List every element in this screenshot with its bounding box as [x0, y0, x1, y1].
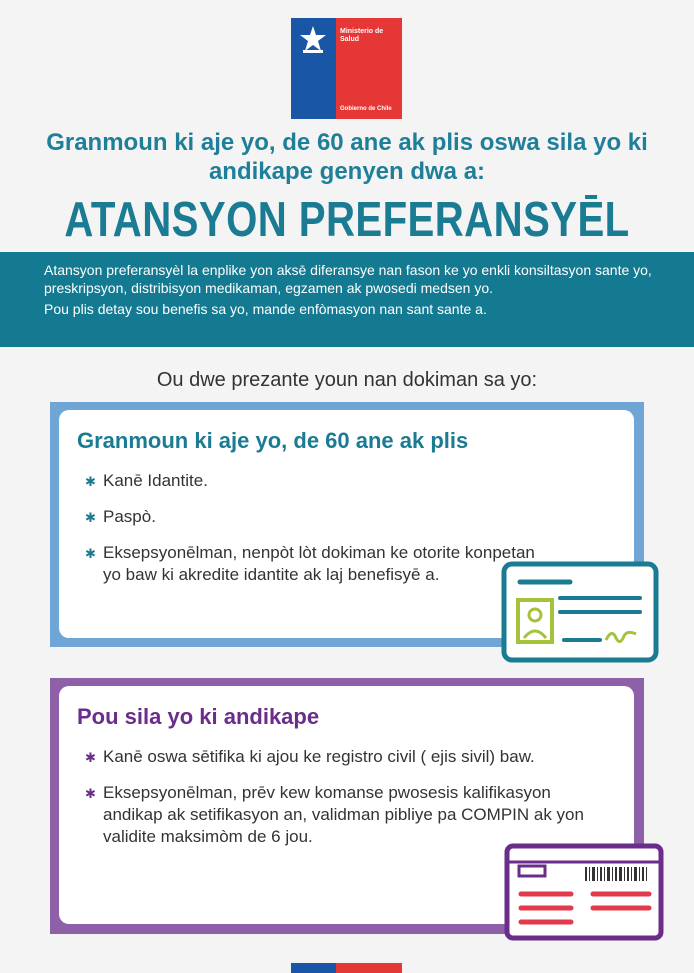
ministry-name: Ministerio de Salud [340, 28, 384, 43]
ministry-logo [291, 18, 402, 119]
band-paragraph-2: Pou plis detay sou benefis sa yo, mande enfòmasyon nan sant sante a. [44, 301, 487, 317]
footer-flag-bar [291, 963, 402, 973]
headline: Granmoun ki aje yo, de 60 ane ak plis oswa sila yo ki andikape genyen dwa a: [46, 129, 648, 185]
star-bullet-icon: ✱ [85, 474, 96, 489]
disability-card-title: Pou sila yo ki andikape [77, 704, 320, 729]
list-item: ✱ Kanē oswa sētifika ki ajou ke registro civil ( ejis sivil) baw. [85, 746, 585, 768]
star-bullet-icon: ✱ [85, 546, 96, 561]
barcode-card-icon [503, 842, 665, 942]
list-item: ✱ Eksepsyonēlman, prēv kew komanse pwosesis kalifikasyon andikap ak setifikasyon an, validman pibliye pa COMPIN ak yon validite maksimòm de 6 jou. [85, 783, 584, 846]
gobierno-label: Gobierno de Chile [340, 106, 392, 112]
list-item: ✱ Kanē Idantite. [85, 470, 555, 492]
page-title: ATANSYON PREFERANSYĒL [64, 193, 630, 247]
chile-star-emblem-icon [295, 24, 331, 56]
info-band [0, 252, 694, 347]
id-card-icon [500, 560, 660, 664]
band-paragraph-1: Atansyon preferansyèl la enplike yon aksē diferansye nan fason ke yo enkli konsiltasyon sante yo, preskripsyon, distribisyon medikaman, egzamen ak pwosedi medsen yo. [44, 262, 652, 296]
star-bullet-icon: ✱ [85, 750, 96, 765]
elderly-card-title: Granmoun ki aje yo, de 60 ane ak plis [77, 428, 469, 453]
star-bullet-icon: ✱ [85, 786, 96, 801]
star-bullet-icon: ✱ [85, 510, 96, 525]
list-item: ✱ Paspò. [85, 506, 555, 528]
list-item: ✱ Eksepsyonēlman, nenpòt lòt dokiman ke otorite konpetan yo baw ki akredite idantite ak laj benefisyē a. [85, 543, 535, 584]
elderly-document-list [85, 470, 555, 600]
present-label: Ou dwe prezante youn nan dokiman sa yo: [156, 369, 538, 391]
